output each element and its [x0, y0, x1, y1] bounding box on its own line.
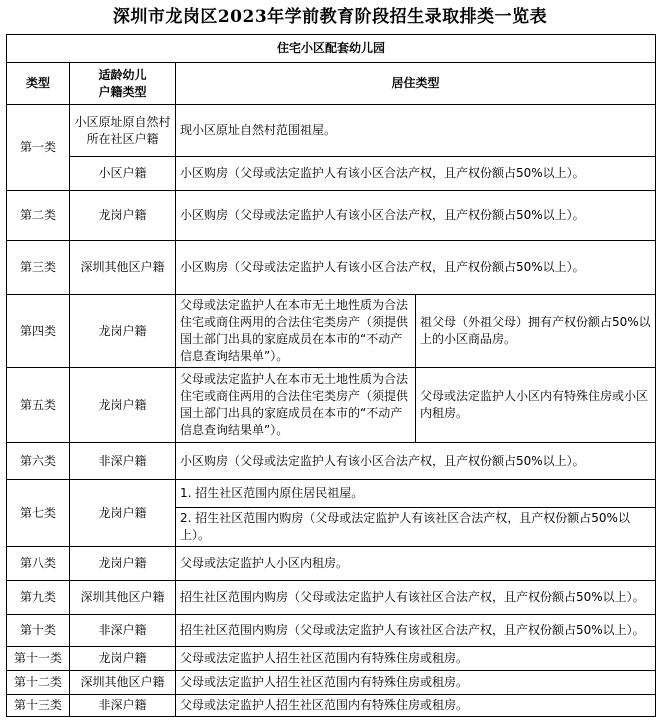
cell-hukou: 小区户籍	[70, 157, 176, 191]
cell-type: 第八类	[7, 547, 70, 581]
table-row	[7, 157, 656, 191]
cell-type: 第十三类	[7, 695, 70, 717]
cell-residence: 小区购房（父母或法定监护人有该小区合法产权，且产权份额占50%以上）。	[176, 443, 656, 480]
cell-residence: 1. 招生社区范围内原住居民祖屋。	[176, 480, 656, 508]
cell-type: 第三类	[7, 241, 70, 295]
table-subtitle: 住宅小区配套幼儿园	[7, 35, 656, 63]
table-row	[7, 480, 656, 508]
cell-type: 第六类	[7, 443, 70, 480]
cell-type: 第二类	[7, 191, 70, 241]
table-row	[7, 241, 656, 295]
cell-hukou: 深圳其他区户籍	[70, 241, 176, 295]
cell-type: 第七类	[7, 480, 70, 547]
table-row	[7, 695, 656, 717]
cell-hukou: 龙岗户籍	[70, 480, 176, 547]
cell-residence: 父母或法定监护人小区内租房。	[176, 547, 656, 581]
table-row	[7, 615, 656, 647]
cell-hukou: 龙岗户籍	[70, 368, 176, 443]
cell-residence-left: 父母或法定监护人在本市无土地性质为合法住宅或商住两用的合法住宅类房产（须提供国土部门出具的家庭成员在本市的“不动产信息查询结果单”）。	[176, 295, 416, 368]
cell-residence: 招生社区范围内购房（父母或法定监护人有该社区合法产权，且产权份额占50%以上）。	[176, 615, 656, 647]
table-row	[7, 368, 656, 443]
table-row	[7, 647, 656, 671]
cell-type: 第五类	[7, 368, 70, 443]
header-hukou-line2: 户籍类型	[98, 84, 147, 99]
table-row	[7, 671, 656, 695]
header-residence: 居住类型	[176, 63, 656, 105]
cell-hukou: 小区原址原自然村所在社区户籍	[70, 105, 176, 157]
cell-hukou: 龙岗户籍	[70, 647, 176, 671]
cell-type: 第十一类	[7, 647, 70, 671]
table-row	[7, 581, 656, 615]
header-type: 类型	[7, 63, 70, 105]
table-subtitle-row	[7, 35, 656, 63]
table-row	[7, 443, 656, 480]
cell-hukou: 非深户籍	[70, 695, 176, 717]
cell-residence: 父母或法定监护人招生社区范围内有特殊住房或租房。	[176, 671, 656, 695]
table-row	[7, 547, 656, 581]
document-title: 深圳市龙岗区2023年学前教育阶段招生录取排类一览表	[112, 7, 548, 27]
cell-type: 第一类	[7, 105, 70, 191]
header-hukou-line1: 适龄幼儿	[98, 67, 147, 82]
cell-type: 第四类	[7, 295, 70, 368]
cell-hukou: 深圳其他区户籍	[70, 581, 176, 615]
admission-category-table	[6, 34, 656, 717]
header-hukou	[70, 63, 176, 105]
cell-residence: 2. 招生社区范围内购房（父母或法定监护人有该社区合法产权，且产权份额占50%以上）。	[176, 508, 656, 547]
cell-residence: 小区购房（父母或法定监护人有该小区合法产权，且产权份额占50%以上）。	[176, 241, 656, 295]
cell-residence: 父母或法定监护人招生社区范围内有特殊住房或租房。	[176, 695, 656, 717]
cell-residence: 小区购房（父母或法定监护人有该小区合法产权，且产权份额占50%以上）。	[176, 191, 656, 241]
table-row	[7, 191, 656, 241]
cell-residence: 招生社区范围内购房（父母或法定监护人有该社区合法产权，且产权份额占50%以上）。	[176, 581, 656, 615]
cell-hukou: 深圳其他区户籍	[70, 671, 176, 695]
cell-residence-right: 父母或法定监护人小区内有特殊住房或小区内租房。	[416, 368, 656, 443]
cell-hukou: 龙岗户籍	[70, 295, 176, 368]
cell-residence-left: 父母或法定监护人在本市无土地性质为合法住宅或商住两用的合法住宅类房产（须提供国土部门出具的家庭成员在本市的“不动产信息查询结果单”）。	[176, 368, 416, 443]
cell-hukou: 龙岗户籍	[70, 547, 176, 581]
cell-residence: 父母或法定监护人招生社区范围内有特殊住房或租房。	[176, 647, 656, 671]
cell-residence-right: 祖父母（外祖父母）拥有产权份额占50%以上的小区商品房。	[416, 295, 656, 368]
cell-hukou: 非深户籍	[70, 443, 176, 480]
cell-hukou: 龙岗户籍	[70, 191, 176, 241]
cell-type: 第九类	[7, 581, 70, 615]
cell-type: 第十类	[7, 615, 70, 647]
table-row	[7, 105, 656, 157]
table-row	[7, 295, 656, 368]
cell-type: 第十二类	[7, 671, 70, 695]
table-header-row	[7, 63, 656, 105]
cell-residence: 小区购房（父母或法定监护人有该小区合法产权，且产权份额占50%以上）。	[176, 157, 656, 191]
cell-residence: 现小区原址自然村范围祖屋。	[176, 105, 656, 157]
cell-hukou: 非深户籍	[70, 615, 176, 647]
